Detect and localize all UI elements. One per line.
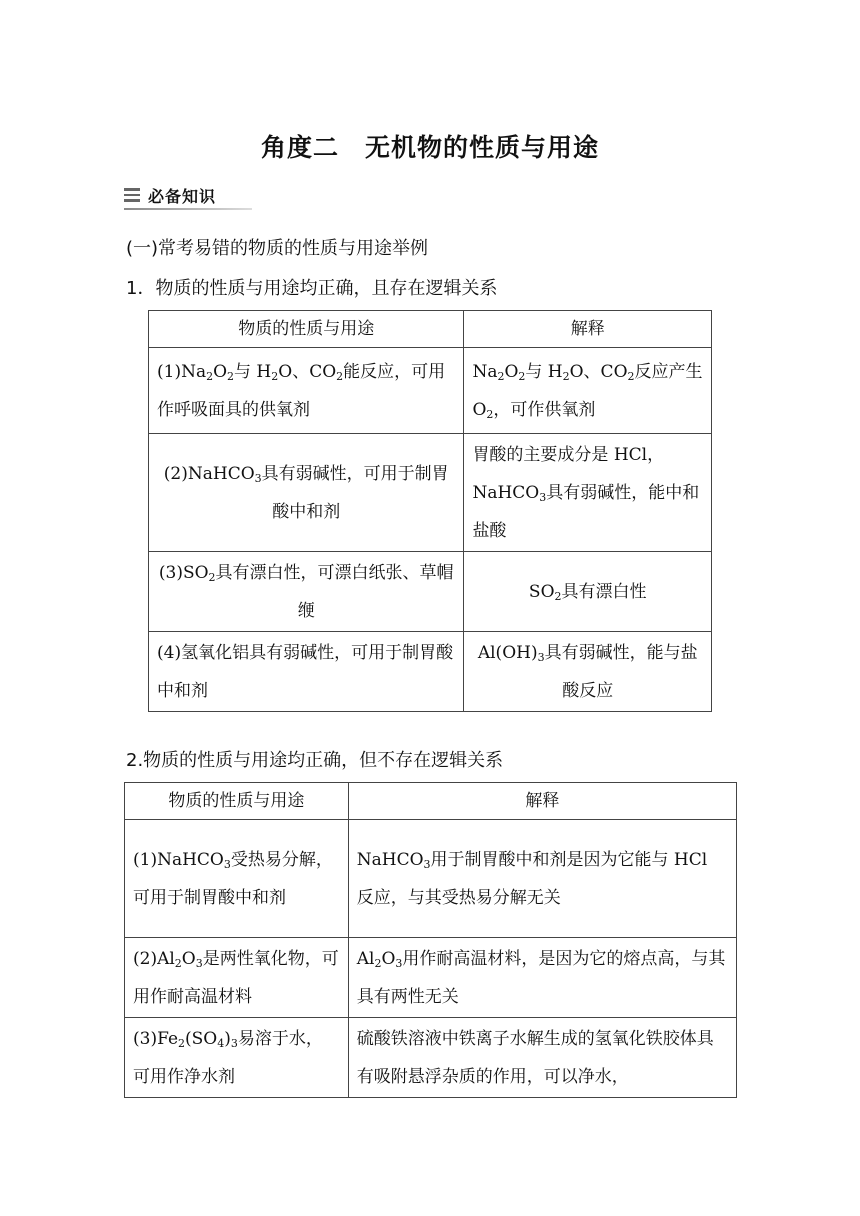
table-row [125,938,737,1018]
table-row [125,820,737,938]
heading-1: 1．物质的性质与用途均正确，且存在逻辑关系 [126,278,498,299]
table-row [149,552,712,632]
table-row [125,1018,737,1098]
table-header-cell: 物质的性质与用途 [125,783,349,820]
table-row [149,348,712,434]
title-part1: 角度二 [260,133,339,162]
table-header-row [149,311,712,348]
table-row [149,632,712,712]
table-cell: $Na_2O_2$与 $H_2O$、$CO_2$反应产生 $O_2$，可作供氧剂 [464,348,712,434]
table-cell: (4)氢氧化铝具有弱碱性，可用于制胃酸中和剂 [149,632,464,712]
table-cell: $(2)Al_2O_3$是两性氧化物，可用作耐高温材料 [125,938,349,1018]
table-cell: $(1)Na_2O_2$与 $H_2O$、$CO_2$能反应，可用作呼吸面具的供氧剂 [149,348,464,434]
banner-underline [124,208,252,210]
table-cell: 胃酸的主要成分是 HCl，NaHCO$_3$具有弱碱性，能中和盐酸 [464,434,712,552]
table-cell: 硫酸铁溶液中铁离子水解生成的氢氧化铁胶体具有吸附悬浮杂质的作用，可以净水， [348,1018,736,1098]
page-title [0,128,860,164]
table-header-cell: 物质的性质与用途 [149,311,464,348]
table-cell: (1)NaHCO$_3$受热易分解，可用于制胃酸中和剂 [125,820,349,938]
table-cell: (2)NaHCO$_3$具有弱碱性，可用于制胃酸中和剂 [149,434,464,552]
banner-label: 必备知识 [148,187,217,206]
table-2 [124,782,737,1098]
table-header-cell: 解释 [348,783,736,820]
table-cell: $(3)SO_2$具有漂白性，可漂白纸张、草帽缏 [149,552,464,632]
table-header-cell: 解释 [464,311,712,348]
table-cell: NaHCO$_3$用于制胃酸中和剂是因为它能与 HCl 反应，与其受热易分解无关 [348,820,736,938]
table-cell: $Al(OH)_3$具有弱碱性，能与盐酸反应 [464,632,712,712]
table-cell: $SO_2$具有漂白性 [464,552,712,632]
heading-2: 2.物质的性质与用途均正确，但不存在逻辑关系 [126,750,504,771]
table-1 [148,310,712,712]
section-banner [124,186,254,212]
title-part2: 无机物的性质与用途 [365,133,600,162]
table-cell: $(3)Fe_2(SO_4)_3$易溶于水，可用作净水剂 [125,1018,349,1098]
section-heading: (一)常考易错的物质的性质与用途举例 [126,238,429,259]
table-cell: $Al_2O_3$用作耐高温材料，是因为它的熔点高，与其具有两性无关 [348,938,736,1018]
table-row [149,434,712,552]
table-header-row [125,783,737,820]
banner-icon [124,188,140,202]
